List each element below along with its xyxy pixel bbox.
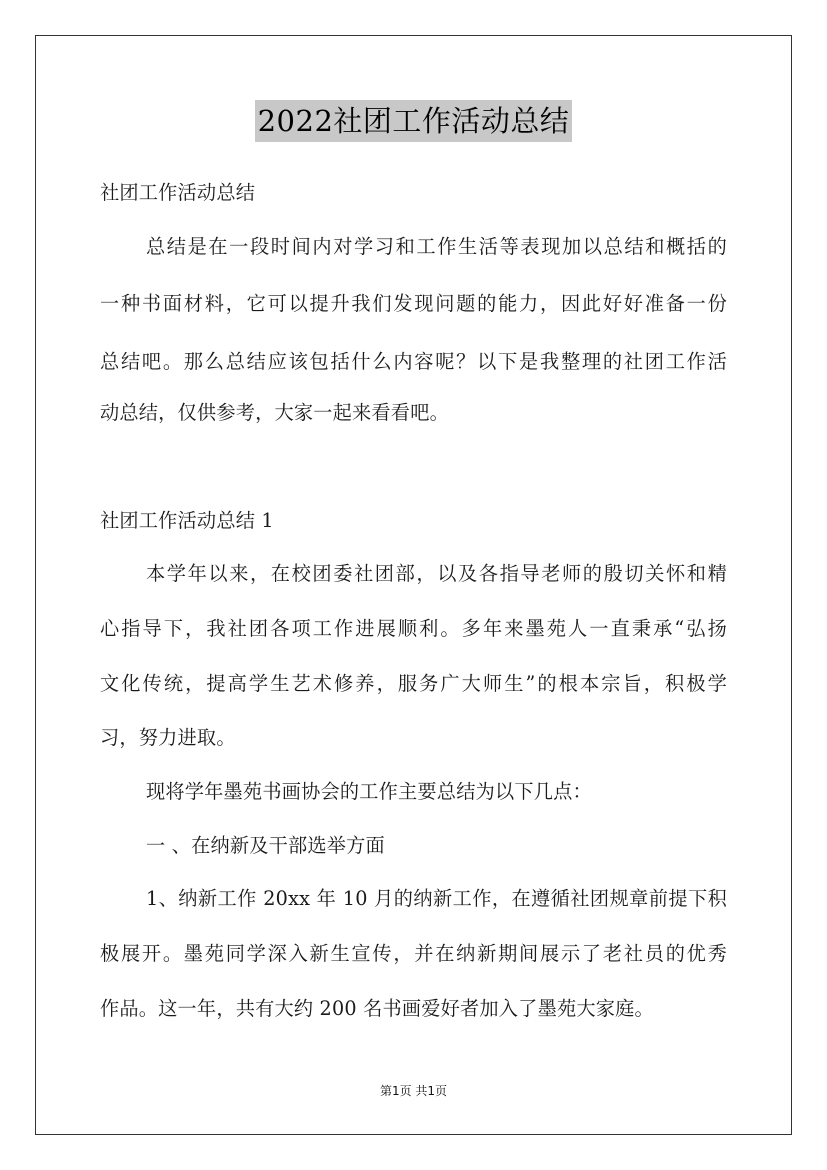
intro-line-1: 总结是在一段时间内对学习和工作生活等表现加以总结和概括的	[146, 235, 727, 258]
page-footer: 第1页 共1页	[379, 1084, 448, 1098]
para3-line-2: 极展开。墨苑同学深入新生宣传，并在纳新期间展示了老社员的优秀	[100, 942, 727, 965]
intro-line-2: 一种书面材料，它可以提升我们发现问题的能力，因此好好准备一份	[100, 292, 727, 315]
title-container	[0, 100, 827, 142]
para1-line-3: 文化传统，提高学生艺术修养，服务广大师生”的根本宗旨，积极学	[100, 672, 727, 695]
para3-line-3: 作品。这一年，共有大约 200 名书画爱好者加入了墨苑大家庭。	[100, 997, 654, 1020]
para1-line-2: 心指导下，我社团各项工作进展顺利。多年来墨苑人一直秉承“弘扬	[100, 617, 727, 640]
para1-line-1: 本学年以来，在校团委社团部，以及各指导老师的殷切关怀和精	[146, 562, 727, 585]
para1-line-4: 习，努力进取。	[100, 726, 236, 749]
para2: 现将学年墨苑书画协会的工作主要总结为以下几点：	[146, 780, 592, 803]
para3-line-1: 1、纳新工作 20xx 年 10 月的纳新工作，在遵循社团规章前提下积	[146, 887, 727, 910]
document-title: 2022社团工作活动总结	[255, 100, 573, 142]
subheading: 社团工作活动总结	[100, 181, 256, 204]
list-heading: 一 、在纳新及干部选举方面	[146, 834, 385, 857]
intro-line-3: 总结吧。那么总结应该包括什么内容呢？以下是我整理的社团工作活	[100, 350, 727, 373]
intro-line-4: 动总结，仅供参考，大家一起来看看吧。	[100, 401, 449, 424]
section-heading-1: 社团工作活动总结 1	[100, 509, 274, 532]
